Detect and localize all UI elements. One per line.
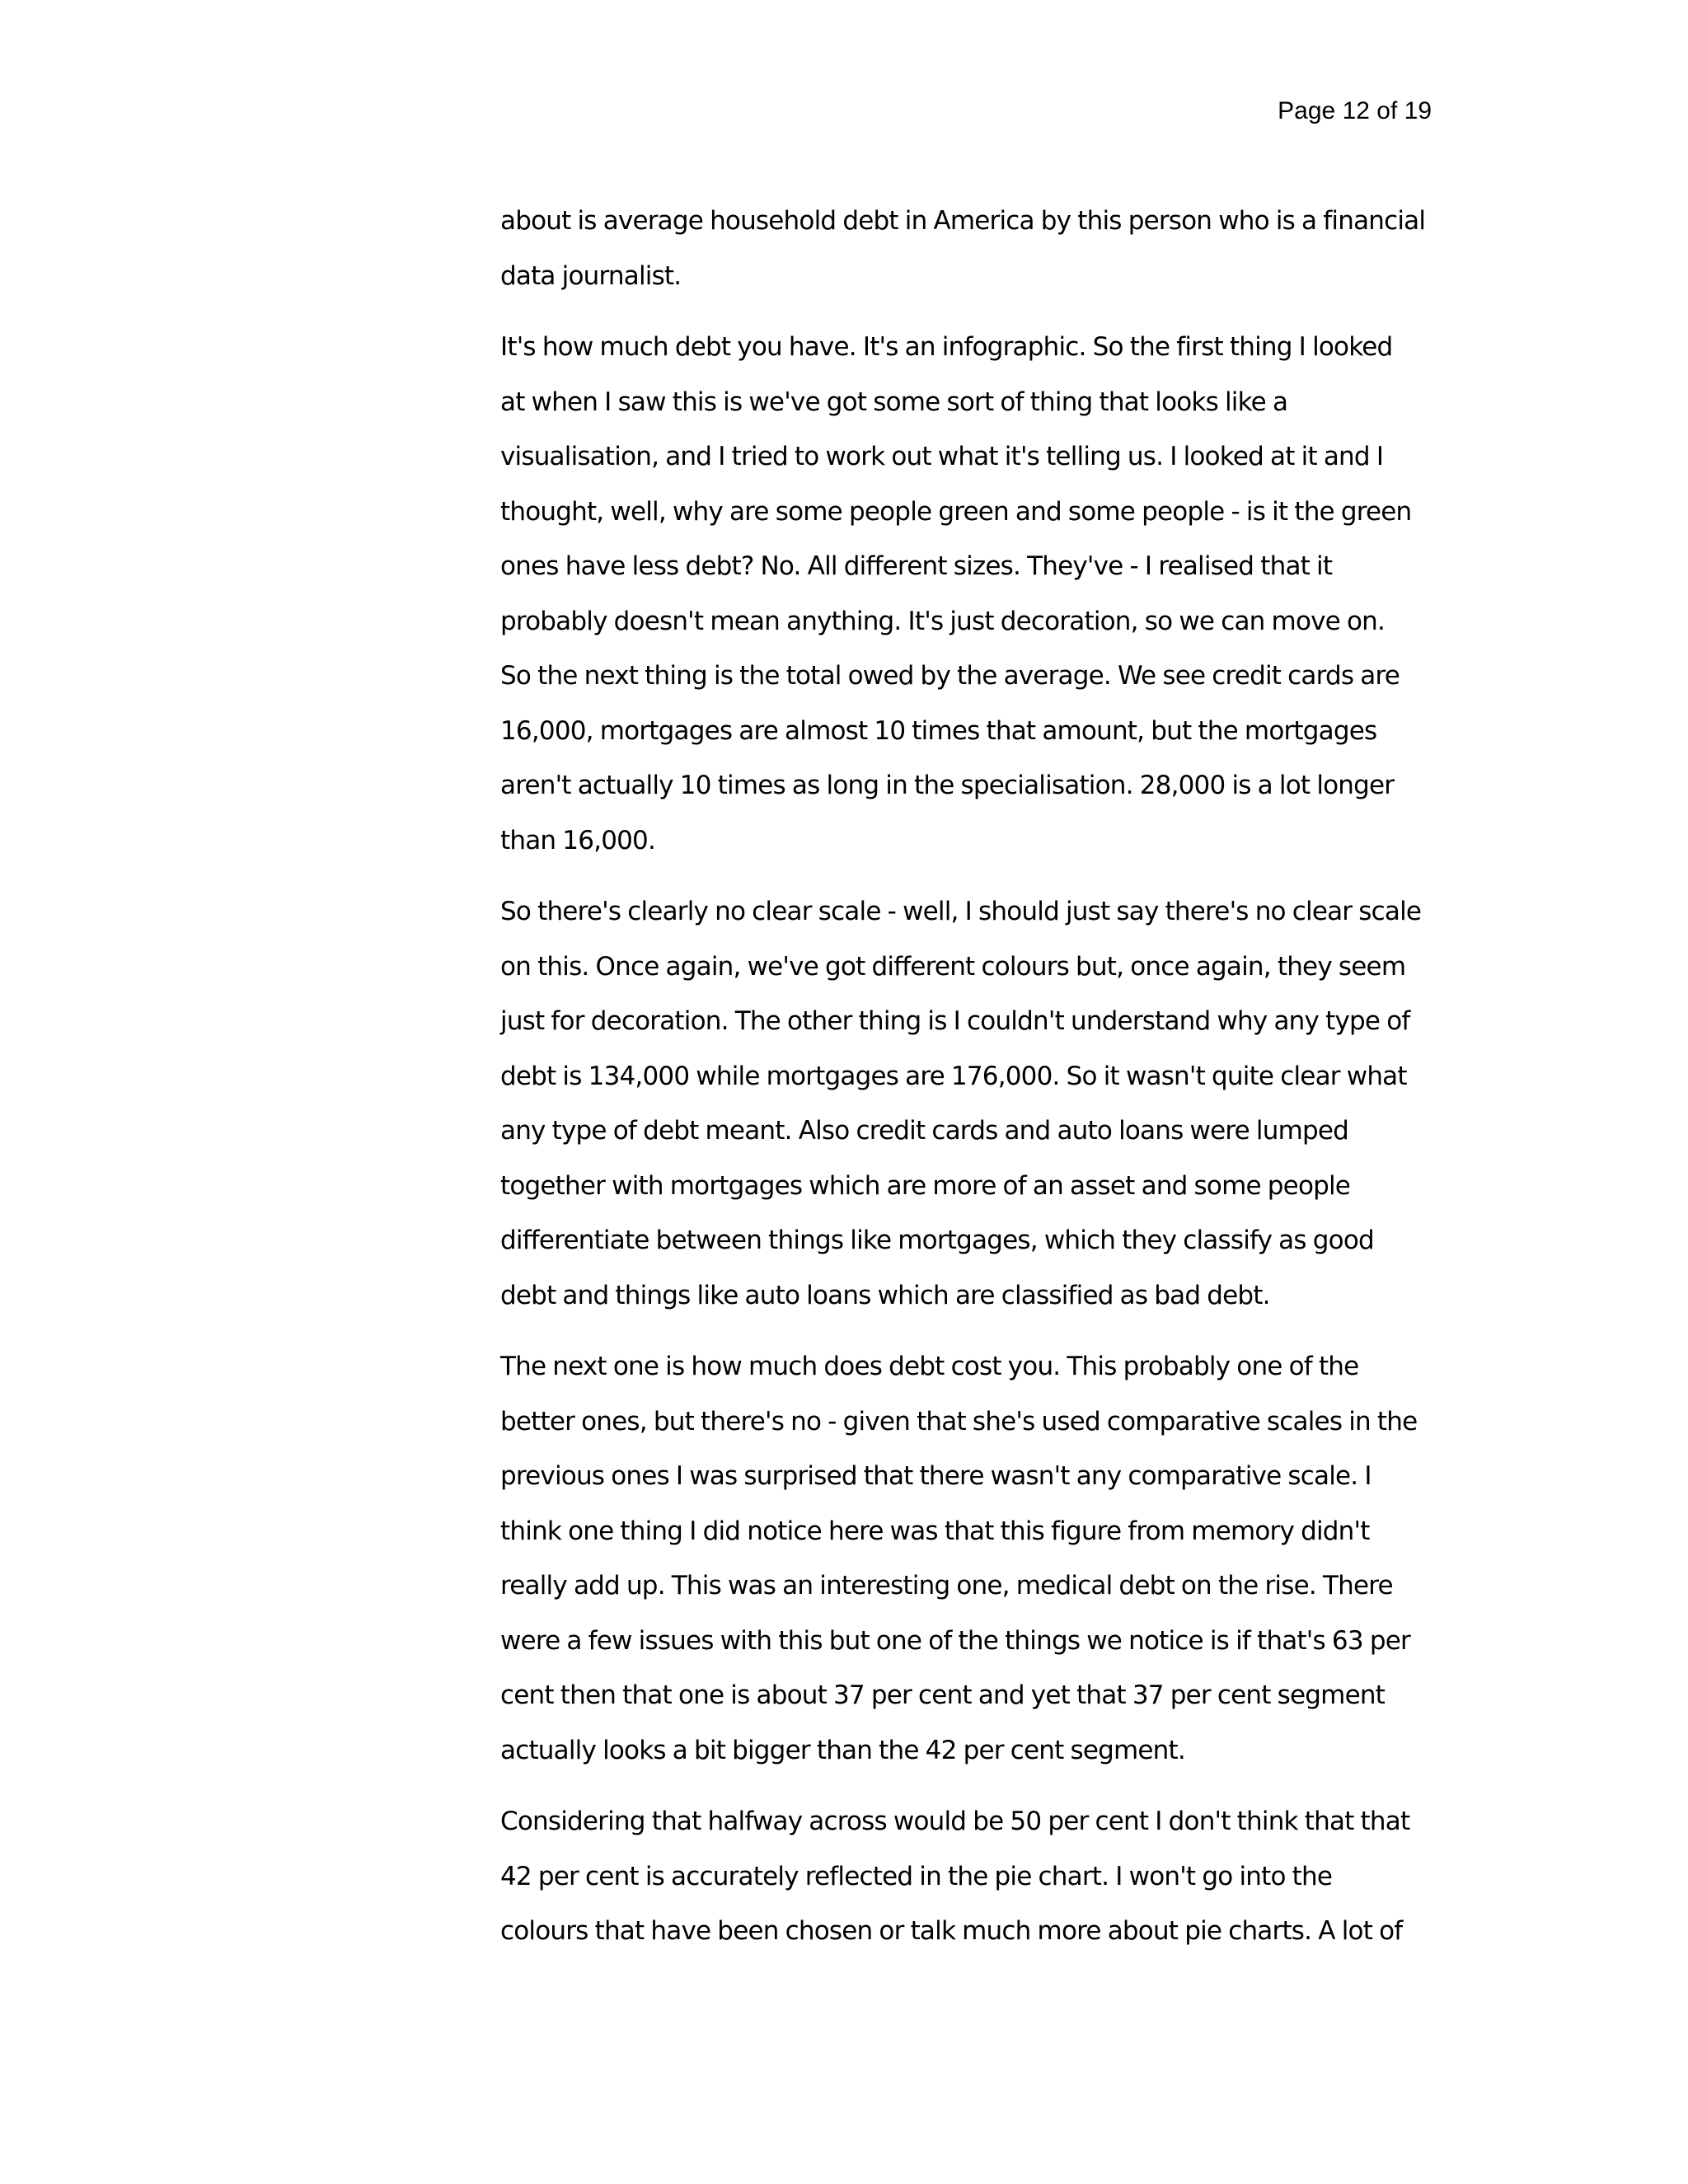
paragraph: It's how much debt you have. It's an infographic. So the first thing I looked at when I saw this is we've got some sort of thing that looks like a visualisation, and I tried to work out what it's telling us. I looked at it and I thought, well, why are some people green and some people - is it the green ones have less debt? No. All different sizes. They've - I realised that it probably doesn't mean anything. It's just decoration, so we can move on. So the next thing is the total owed by the average. We see credit cards are 16,000, mortgages are almost 10 times that amount, but the mortgages aren't actually 10 times as long in the specialisation. 28,000 is a lot longer than 16,000. [500,332,1412,855]
paragraph: So there's clearly no clear scale - well, I should just say there's no clear scale on this. Once again, we've got different colours but, once again, they seem just for decoration. The other thing is I couldn't understand why any type of debt is 134,000 while mortgages are 176,000. So it wasn't quite clear what any type of debt meant. Also credit cards and auto loans were lumped together with mortgages which are more of an asset and some people differentiate between things like mortgages, which they classify as good debt and things like auto loans which are classified as bad debt. [500,897,1422,1310]
paragraph: Considering that halfway across would be 50 per cent I don't think that that 42 per cent is accurately reflected in the pie chart. I won't go into the colours that have been chosen or talk much more about pie charts. A lot of [500,1807,1410,1946]
paragraph: about is average household debt in America by this person who is a financial data journalist. [500,206,1426,291]
transcript-body [500,194,1444,1975]
paragraph: The next one is how much does debt cost you. This probably one of the better ones, but there's no - given that she's used comparative scales in the previous ones I was surprised that there wasn't any comparative scale. I think one thing I did notice here was that this figure from memory didn't really add up. This was an interesting one, medical debt on the rise. There were a few issues with this but one of the things we notice is if that's 63 per cent then that one is about 37 per cent and yet that 37 per cent segment actually looks a bit bigger than the 42 per cent segment. [500,1352,1418,1765]
page-number: Page 12 of 19 [1278,97,1432,124]
